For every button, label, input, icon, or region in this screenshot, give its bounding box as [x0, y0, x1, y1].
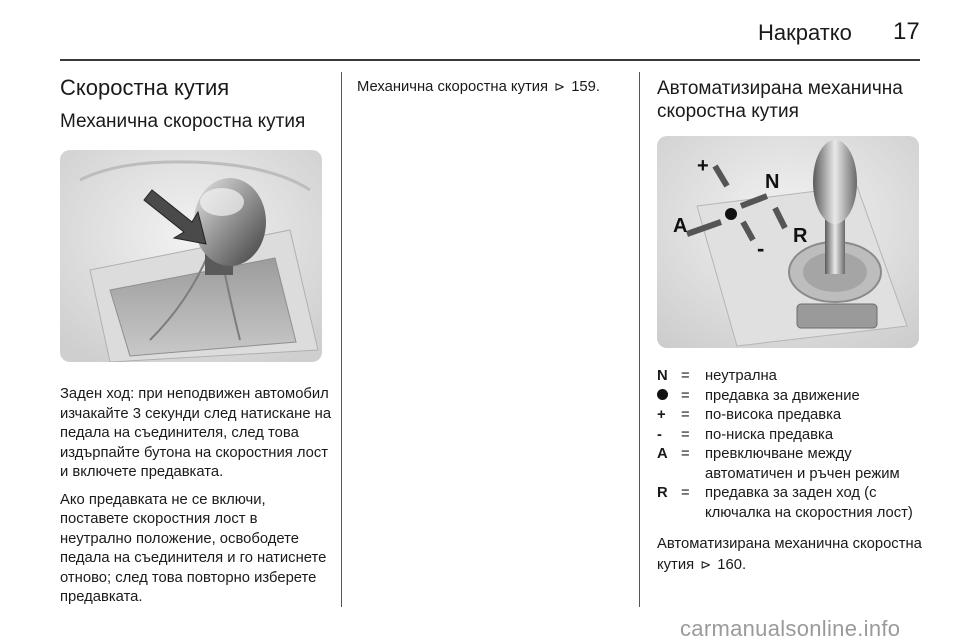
reference-text: Механична скоростна кутия — [357, 79, 549, 95]
gear-engage-paragraph: Ако предавката не се включи, поставете скоростния лост в неутрално положение, освободете педала на съединителя и го натиснете отново; след това повторно изберете предавката. — [60, 491, 327, 605]
reverse-label: R — [793, 225, 808, 247]
plus-label: + — [697, 155, 709, 177]
column-divider-1 — [341, 72, 342, 607]
section-heading: Скоростна кутия — [60, 75, 230, 100]
reference-page: 160. — [717, 556, 747, 573]
dot-icon — [657, 389, 668, 400]
column-divider-2 — [639, 72, 640, 607]
reference-page: 159. — [571, 79, 600, 95]
legend-item: A = превключване между автоматичен и ръчен режим — [657, 446, 900, 482]
reverse-gear-paragraph: Заден ход: при неподвижен автомобил изчакайте 3 секунди след натискане на педала на съединителя, след това издърпайте бутона на скоростния лост и включете предавката. — [60, 386, 332, 480]
column-2 — [357, 77, 629, 98]
page-reference-arrow-icon: ⊳ — [700, 556, 712, 572]
manual-gearbox-reference — [357, 77, 629, 98]
gear-legend — [657, 367, 925, 523]
neutral-label: N — [765, 171, 780, 193]
page-number: 17 — [893, 18, 920, 45]
manual-gear-lever-illustration — [60, 150, 322, 362]
automated-gearbox-heading: Автоматизирана механична скоростна кутия — [657, 78, 903, 122]
header-rule — [60, 59, 920, 61]
column-3 — [657, 77, 925, 575]
legend-item: - = по-ниска предавка — [657, 426, 834, 443]
legend-item: = предавка за движение — [657, 387, 925, 407]
automated-gear-lever-illustration — [657, 136, 919, 348]
subsection-heading: Механична скоростна кутия — [60, 111, 306, 132]
legend-item: R = предавка за заден ход (с ключалка на скоростния лост) — [657, 485, 913, 521]
header-title: Накратко — [758, 20, 852, 45]
column-1 — [60, 74, 332, 608]
reference-text: Автоматизирана механична скоростна кутия — [657, 536, 922, 573]
automated-gearbox-reference — [657, 535, 925, 575]
legend-item: N = неутрална — [657, 368, 777, 384]
page-reference-arrow-icon: ⊳ — [554, 79, 566, 94]
watermark: carmanualsonline.info — [680, 616, 901, 641]
legend-item: + = по-висока предавка — [657, 407, 842, 423]
page-header — [0, 0, 960, 62]
auto-label: A — [673, 215, 688, 237]
minus-label: - — [757, 236, 765, 261]
